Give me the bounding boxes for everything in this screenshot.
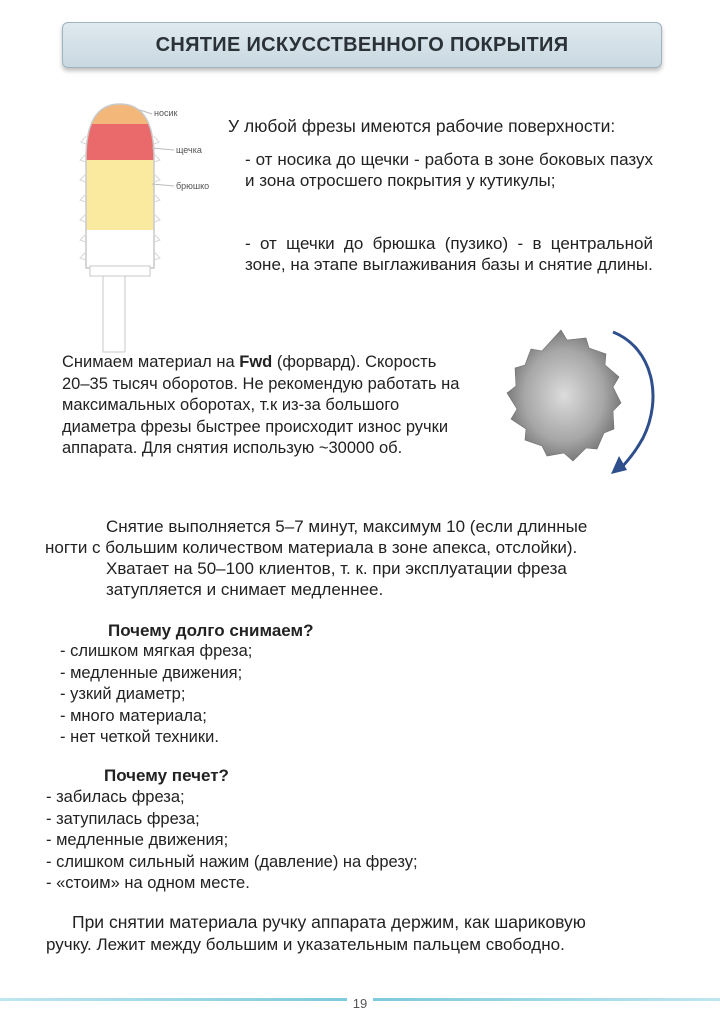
duration-line-2: ногти с большим количеством материала в зоне апекса, отслойки). (45, 538, 578, 557)
why-burn-list (46, 787, 418, 895)
duration-line-3: Хватает на 50–100 клиентов, т. к. при эксплуатации фреза (106, 559, 567, 578)
list-item: - «стоим» на одном месте. (46, 874, 250, 892)
milling-bit-figure (70, 96, 230, 356)
fwd-bold: Fwd (239, 353, 273, 371)
grip-line-1: При снятии материала ручку аппарата держим, как шариковую (72, 912, 586, 932)
why-slow-heading: Почему долго снимаем? (108, 621, 314, 640)
rotating-disc-figure (493, 328, 673, 488)
grip-line-2: ручку. Лежит между большим и указательным пальцем свободно. (46, 935, 565, 954)
intro-item-1: - от носика до щечки - работа в зоне боковых пазух и зона отросшего покрытия у кутикулы; (245, 150, 653, 190)
fwd-suffix: (форвард). Скорость 20–35 тысяч оборотов. Не рекомендую работать на максимальных оборотах, т.к из-за большого диаметра фрезы быстрее происходит износ ручки аппарата. Для снятия использую ~30000 об. (62, 353, 460, 457)
duration-line-4: затупляется и снимает медленнее. (106, 580, 384, 599)
list-item: - затупилась фреза; (46, 809, 200, 828)
intro-item-2: - от щечки до брюшка (пузико) - в центральной зоне, на этапе выглаживания базы и снятие длины. (245, 234, 653, 274)
page-number (0, 996, 720, 1011)
intro-lead: У любой фрезы имеются рабочие поверхности: (228, 116, 616, 136)
list-item: - медленные движения; (60, 663, 243, 682)
list-item: - слишком мягкая фреза; (60, 642, 253, 660)
label-nose: носик (154, 108, 178, 118)
fwd-prefix: Снимаем материал на (62, 353, 240, 371)
label-cheek: щечка (176, 145, 202, 155)
page-number-text: 19 (347, 996, 373, 1011)
duration-line-1: Снятие выполняется 5–7 минут, максимум 10 (если длинные (106, 517, 588, 536)
list-item: - забилась фреза; (46, 788, 185, 806)
list-item: - слишком сильный нажим (давление) на фрезу; (46, 852, 418, 871)
page-header (62, 22, 662, 68)
bit-shank (103, 276, 125, 352)
list-item: - нет четкой техники. (60, 728, 219, 746)
serrated-disc (507, 330, 621, 461)
bit-collar (90, 266, 150, 276)
fwd-paragraph (62, 352, 462, 460)
page-title: СНЯТИЕ ИСКУССТВЕННОГО ПОКРЫТИЯ (155, 33, 569, 56)
list-item: - много материала; (60, 706, 207, 725)
list-item: - медленные движения; (46, 831, 229, 849)
why-slow-list (60, 641, 252, 749)
list-item: - узкий диаметр; (60, 685, 186, 703)
base-zone (70, 230, 170, 270)
why-burn-heading: Почему печет? (104, 766, 229, 785)
label-belly: брюшко (176, 181, 210, 191)
